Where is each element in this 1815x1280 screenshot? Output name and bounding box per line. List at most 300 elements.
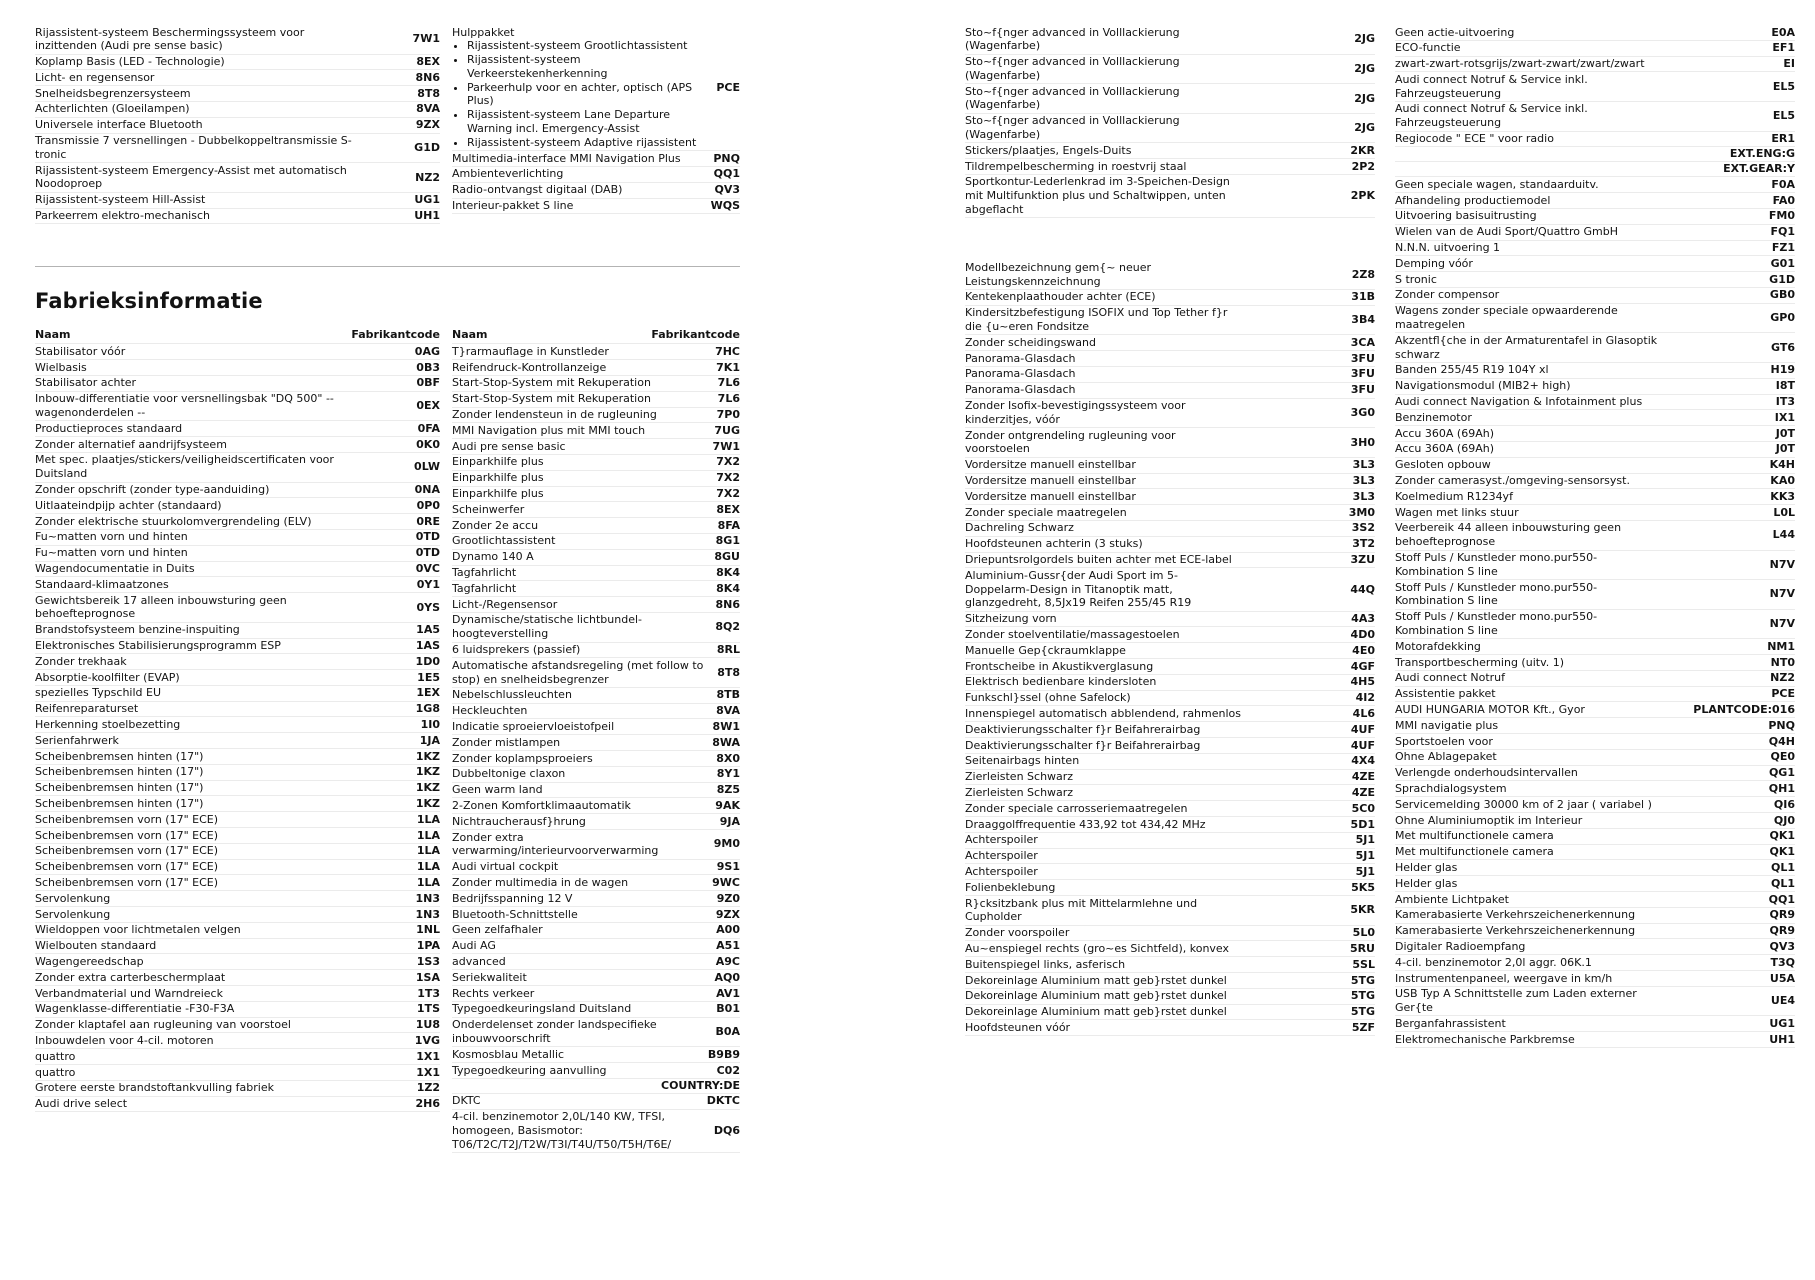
spec-name: Benzinemotor [1395, 410, 1472, 424]
spec-name: Dynamo 140 A [452, 550, 534, 564]
spec-code: N7V [1769, 617, 1795, 631]
spec-row [965, 114, 1375, 144]
spec-name [1395, 154, 1667, 155]
spec-code: 1KZ [415, 781, 440, 795]
spec-name: Au~enspiegel rechts (gro~es Sichtfeld), konvex [965, 941, 1230, 955]
spec-name: Zonder camerasyst./omgeving-sensorsyst. [1395, 474, 1630, 488]
spec-row [1395, 551, 1795, 581]
spec-row [965, 706, 1375, 722]
spec-row [1395, 781, 1795, 797]
spec-name: Vordersitze manuell einstellbar [965, 489, 1136, 503]
spec-code: 5TG [1350, 989, 1375, 1003]
spec-name: Bluetooth-Schnittstelle [452, 907, 578, 921]
spec-code: 1PA [416, 939, 440, 953]
spec-name: Scheibenbremsen vorn (17" ECE) [35, 860, 219, 874]
spec-code: 0FA [417, 421, 440, 435]
spec-row [965, 553, 1375, 569]
spec-row [965, 973, 1375, 989]
spec-row [965, 25, 1375, 55]
spec-name: Deaktivierungsschalter f}r Beifahrerairbag [965, 722, 1201, 736]
spec-code: L0L [1773, 505, 1795, 519]
spec-code: 4E0 [1352, 643, 1375, 657]
spec-name: Zonder speciale maatregelen [965, 505, 1127, 519]
spec-name: Zierleisten Schwarz [965, 770, 1074, 784]
spec-code: 0Y1 [416, 577, 440, 591]
spec-name: Zonder extra carterbeschermplaat [35, 970, 226, 984]
spec-name: Audi AG [452, 939, 496, 953]
spec-name: Sitzheizung vorn [965, 612, 1057, 626]
factory-col1-rows [35, 344, 440, 1112]
spec-code: 8W1 [712, 719, 740, 733]
spec-name: Digitaler Radioempfang [1395, 939, 1526, 953]
spec-row [35, 453, 440, 483]
spec-row [1395, 580, 1795, 610]
spec-code: 4I2 [1355, 691, 1375, 705]
spec-name: Einparkhilfe plus [452, 471, 544, 485]
spec-name: Hoofdsteunen achterin (3 stuks) [965, 537, 1143, 551]
spec-name: Audi drive select [35, 1097, 128, 1111]
bullet-item: • Rijassistent-systeem Adaptive rijassistent [467, 136, 704, 150]
spec-name: Sto~f{nger advanced in Volllackierung (Wagenfarbe) [965, 55, 1180, 82]
spec-name: Sto~f{nger advanced in Volllackierung (Wagenfarbe) [965, 84, 1180, 112]
spec-name: Hoofdsteunen vóór [965, 1020, 1071, 1034]
spec-name: Typegoedkeuringsland Duitsland [452, 1002, 632, 1016]
spec-row [965, 612, 1375, 628]
spec-row [452, 344, 740, 360]
spec-row [452, 199, 740, 215]
spec-row [35, 733, 440, 749]
spec-code: 0AG [414, 344, 440, 358]
spec-code: 7W1 [712, 439, 740, 453]
spec-code: 44Q [1350, 582, 1375, 596]
spec-code: UH1 [1769, 1032, 1795, 1046]
spec-code: 2JG [1354, 121, 1375, 135]
spec-row [452, 360, 740, 376]
spec-row [1395, 610, 1795, 640]
spec-code: UE4 [1770, 994, 1795, 1008]
spec-name: Rijassistent-systeem Emergency-Assist met automatisch Noodoproep [35, 163, 347, 191]
spec-row [35, 25, 440, 55]
spec-code: T3Q [1770, 955, 1795, 969]
spec-code: 3CA [1350, 335, 1375, 349]
spec-code: UG1 [414, 193, 440, 207]
spec-code: J0T [1775, 426, 1795, 440]
spec-row [1395, 333, 1795, 363]
spec-name: advanced [452, 954, 506, 968]
spec-name: Assistentie pakket [1395, 687, 1496, 701]
spec-name: Wagendocumentatie in Duits [35, 562, 195, 576]
spec-row [965, 260, 1375, 290]
spec-name: 2-Zonen Komfortklimaautomatik [452, 798, 631, 812]
right-column-1 [965, 25, 1375, 1036]
spec-row [965, 84, 1375, 114]
spec-name: Modellbezeichnung gem{~ neuer Leistungskennzeichnung [965, 260, 1152, 288]
spec-code: 1E5 [417, 670, 440, 684]
spec-code: 8FA [717, 518, 740, 532]
spec-code: 3FU [1350, 383, 1375, 397]
spec-row [1395, 1016, 1795, 1032]
spec-code: 3S2 [1351, 521, 1375, 535]
spec-name: Nichtraucherausf}hrung [452, 814, 586, 828]
spec-row [965, 722, 1375, 738]
spec-code: AQ0 [714, 970, 740, 984]
spec-code: 5L0 [1352, 926, 1375, 940]
spec-row [1395, 924, 1795, 940]
spec-row [1395, 41, 1795, 57]
spec-code: 0P0 [416, 498, 440, 512]
spec-name: Elektronisches Stabilisierungsprogramm ESP [35, 639, 281, 652]
spec-name: Helder glas [1395, 876, 1458, 890]
column-header [452, 327, 740, 344]
spec-code: EI [1783, 57, 1795, 71]
spec-code: B01 [716, 1002, 740, 1016]
spec-row [452, 566, 740, 582]
spec-code: 1TS [416, 1002, 440, 1016]
spec-row [965, 290, 1375, 306]
spec-name: Instrumentenpaneel, weergave in km/h [1395, 971, 1613, 985]
spec-name: Verlengde onderhoudsintervallen [1395, 766, 1578, 780]
spec-name: Panorama-Glasdach [965, 351, 1076, 365]
spec-row [965, 489, 1375, 505]
spec-name: Achterlichten (Gloeilampen) [35, 102, 190, 116]
spec-row [452, 751, 740, 767]
spec-code: QV3 [1769, 939, 1795, 953]
spec-name: Sto~f{nger advanced in Volllackierung (Wagenfarbe) [965, 114, 1180, 142]
spec-code: QR9 [1769, 924, 1795, 938]
spec-row [452, 597, 740, 613]
spec-code: 4H5 [1350, 675, 1375, 689]
spec-name: Hulppakket • Rijassistent-systeem Grootlichtassistent • Rijassistent-systeem Verkeerstekenherkenning • Parkeerhulp voor en achter, optisch (APS Plus) • Rijassistent-systeem Lane Departure Warning incl. Emergency-Assist • Rijassistent-systeem Adaptive rijassistent [452, 25, 710, 150]
spec-row [1395, 687, 1795, 703]
spec-code: 1LA [416, 828, 440, 842]
spec-row [965, 55, 1375, 85]
spec-name: Rijassistent-systeem Hill-Assist [35, 193, 206, 207]
spec-name: MMI Navigation plus mit MMI touch [452, 423, 646, 437]
spec-name: Scheibenbremsen hinten (17") [35, 749, 204, 763]
spec-code: 1JA [419, 733, 440, 747]
spec-row [1395, 860, 1795, 876]
spec-row [452, 923, 740, 939]
spec-code: 0YS [416, 600, 440, 614]
spec-name: Audi pre sense basic [452, 439, 566, 453]
spec-name: Wielbouten standaard [35, 939, 157, 953]
spec-code: 5D1 [1350, 817, 1375, 831]
spec-code: 9WC [712, 875, 740, 889]
spec-code: 9AK [715, 798, 740, 812]
spec-row [965, 896, 1375, 926]
spec-row [35, 670, 440, 686]
spec-row [965, 474, 1375, 490]
spec-code: 1G8 [415, 702, 440, 716]
spec-name: Stabilisator achter [35, 376, 137, 390]
spec-code: 8Q2 [715, 620, 740, 634]
spec-row [1395, 57, 1795, 73]
spec-row [35, 344, 440, 360]
spec-code: 5SL [1352, 957, 1375, 971]
spec-code: 8T8 [417, 86, 440, 100]
factory-col2-rows [452, 344, 740, 1153]
spec-name: Wieldoppen voor lichtmetalen velgen [35, 923, 241, 937]
spec-name: Herkenning stoelbezetting [35, 717, 181, 731]
spec-row [965, 521, 1375, 537]
spec-row [452, 471, 740, 487]
spec-name: Ohne Ablagepaket [1395, 750, 1497, 764]
spec-code: 0TD [415, 530, 440, 544]
spec-code: QV3 [714, 183, 740, 197]
spec-name: zwart-zwart-rotsgrijs/zwart-zwart/zwart/zwart [1395, 57, 1645, 71]
spec-code: 1X1 [416, 1049, 440, 1063]
spec-code: 0RE [416, 514, 440, 528]
spec-name: Sportkontur-Lederlenkrad im 3-Speichen-Design mit Multifunktion plus und Schaltwippen, unten abgeflacht [965, 175, 1230, 217]
spec-name: Panorama-Glasdach [965, 383, 1076, 397]
spec-code: G1D [414, 140, 440, 154]
spec-code: 1LA [416, 860, 440, 874]
spec-name: Dynamische/statische lichtbundel-hoogteverstelling [452, 613, 643, 641]
spec-code: 8GU [714, 550, 740, 564]
spec-code: PNQ [713, 151, 740, 165]
spec-code: 4D0 [1350, 627, 1375, 641]
spec-name: Ohne Aluminiumoptik im Interieur [1395, 813, 1583, 827]
spec-code: 5C0 [1351, 801, 1375, 815]
spec-code: EL5 [1772, 79, 1795, 93]
spec-code: 1Z2 [416, 1081, 440, 1095]
spec-code: N7V [1769, 557, 1795, 571]
spec-row [1395, 288, 1795, 304]
spec-row [452, 1110, 740, 1153]
spec-row [965, 351, 1375, 367]
spec-row [452, 1018, 740, 1048]
spec-row [1395, 193, 1795, 209]
spec-code: K4H [1769, 458, 1795, 472]
spec-code: GT6 [1771, 340, 1795, 354]
spec-code: 3T2 [1352, 537, 1375, 551]
spec-row [965, 691, 1375, 707]
spec-name: Met multifunctionele camera [1395, 829, 1554, 843]
spec-code: QH1 [1768, 781, 1795, 795]
spec-row [35, 118, 440, 134]
spec-name: Dekoreinlage Aluminium matt geb}rstet dunkel [965, 989, 1227, 1003]
spec-row [965, 143, 1375, 159]
spec-code: QK1 [1769, 845, 1795, 859]
spec-row [1395, 442, 1795, 458]
spec-row [35, 986, 440, 1002]
spec-name: Achterspoiler [965, 864, 1038, 878]
spec-row [35, 860, 440, 876]
spec-name: Inbouw-differentiatie voor versnellingsbak "DQ 500" -- wagenonderdelen -- [35, 392, 334, 420]
spec-code: QR9 [1769, 908, 1795, 922]
spec-name: 4-cil. benzinemotor 2,0L/140 KW, TFSI, homogeen, Basismotor: T06/T2C/T2J/T2W/T3I/T4U/T50/T5H/T6E/ [452, 1110, 672, 1151]
spec-code: 4GF [1350, 659, 1375, 673]
spec-row [35, 796, 440, 812]
spec-row [1395, 718, 1795, 734]
spec-code: 5K5 [1351, 880, 1375, 894]
spec-row [1395, 225, 1795, 241]
spec-name: Scheibenbremsen vorn (17" ECE) [35, 844, 219, 858]
spec-code: F0A [1771, 177, 1795, 191]
spec-name: Fu~matten vorn und hinten [35, 546, 188, 560]
spec-name: Transportbescherming (uitv. 1) [1395, 655, 1565, 669]
spec-name: Servicemelding 30000 km of 2 jaar ( variabel ) [1395, 797, 1652, 811]
spec-name: Sportstoelen voor [1395, 734, 1493, 748]
spec-code: EXT.GEAR:Y [1723, 162, 1795, 176]
spec-row [35, 970, 440, 986]
spec-row [965, 383, 1375, 399]
spec-code: QE0 [1770, 750, 1795, 764]
spec-name: USB Typ A Schnittstelle zum Laden externer Ger{te [1395, 987, 1637, 1015]
spec-code: UH1 [414, 209, 440, 223]
spec-code: NT0 [1770, 655, 1795, 669]
spec-code: U5A [1769, 971, 1795, 985]
spec-code: 9ZX [415, 118, 440, 132]
spec-row [965, 505, 1375, 521]
spec-name: Buitenspiegel links, asferisch [965, 957, 1126, 971]
spec-name: Universele interface Bluetooth [35, 118, 203, 132]
spec-row [1395, 177, 1795, 193]
spec-row [35, 392, 440, 422]
spec-row [1395, 132, 1795, 148]
spec-code: QK1 [1769, 829, 1795, 843]
spec-name: Zonder klaptafel aan rugleuning van voorstoel [35, 1018, 291, 1032]
spec-name: Zonder opschrift (zonder type-aanduiding) [35, 483, 270, 497]
spec-row [452, 704, 740, 720]
spec-row [35, 781, 440, 797]
spec-code: J0T [1775, 442, 1795, 456]
spec-row [1395, 102, 1795, 132]
header-code-label: Fabrikantcode [651, 328, 740, 342]
spec-row [35, 421, 440, 437]
spec-name: Kosmosblau Metallic [452, 1047, 565, 1061]
spec-code: QQ1 [713, 167, 740, 181]
spec-name: Zonder lendensteun in de rugleuning [452, 408, 657, 422]
spec-code: 7K1 [716, 360, 740, 374]
spec-row [1395, 892, 1795, 908]
spec-name: Elektrisch bedienbare kindersloten [965, 675, 1157, 689]
spec-code: E0A [1771, 25, 1795, 39]
spec-code: EXT.ENG:G [1729, 147, 1795, 161]
spec-code: UG1 [1769, 1016, 1795, 1030]
spec-name [1395, 169, 1667, 170]
spec-row [35, 163, 440, 193]
spec-row [452, 688, 740, 704]
spec-name: Wagenklasse-differentiatie -F30-F3A [35, 1002, 235, 1016]
spec-name: Achterspoiler [965, 849, 1038, 863]
spec-row [1395, 209, 1795, 225]
spec-code: 0K0 [416, 437, 440, 451]
spec-row [1395, 813, 1795, 829]
spec-name: Ambienteverlichting [452, 167, 564, 181]
spec-code: 5J1 [1355, 849, 1375, 863]
spec-code: COUNTRY:DE [661, 1078, 740, 1092]
spec-name: Panorama-Glasdach [965, 367, 1076, 381]
spec-name: Indicatie sproeiervloeistofpeil [452, 719, 615, 733]
spec-row [452, 814, 740, 830]
spec-code: G01 [1770, 256, 1795, 270]
spec-row [452, 860, 740, 876]
spec-row [965, 941, 1375, 957]
spec-row [1395, 256, 1795, 272]
spec-name: quattro [35, 1065, 76, 1079]
spec-row [35, 686, 440, 702]
spec-name: 4-cil. benzinemotor 2,0l aggr. 06K.1 [1395, 955, 1592, 969]
spec-row [1395, 304, 1795, 334]
spec-code: 3L3 [1352, 474, 1375, 488]
spec-name: Sprachdialogsystem [1395, 781, 1507, 795]
spec-name: Regiocode " ECE " voor radio [1395, 132, 1554, 146]
spec-name: Wagengereedschap [35, 954, 144, 968]
spec-code: 3FU [1350, 367, 1375, 381]
spec-row [35, 514, 440, 530]
spec-code: 3G0 [1350, 405, 1375, 419]
spec-name: Stabilisator vóór [35, 344, 126, 358]
spec-row [35, 86, 440, 102]
spec-name: Zonder compensor [1395, 288, 1500, 302]
spec-name: Geen warm land [452, 783, 543, 797]
right-col1-top-rows [965, 25, 1375, 218]
spec-code: 2JG [1354, 91, 1375, 105]
spec-code: FQ1 [1770, 225, 1795, 239]
spec-name: Vordersitze manuell einstellbar [965, 458, 1136, 472]
spec-code: 2P2 [1351, 159, 1375, 173]
spec-name: Kindersitzbefestigung ISOFIX und Top Tether f}r die {u~eren Fondsitze [965, 306, 1228, 334]
right-column-2 [1395, 25, 1795, 1048]
spec-code: 7P0 [716, 408, 740, 422]
spec-code: 1T3 [417, 986, 440, 1000]
spec-name: Grootlichtassistent [452, 534, 556, 548]
spec-name: Kentekenplaathouder achter (ECE) [965, 290, 1156, 304]
spec-name: Einparkhilfe plus [452, 487, 544, 501]
spec-row [35, 360, 440, 376]
spec-row [1395, 876, 1795, 892]
spec-row [452, 534, 740, 550]
spec-code: 0LW [414, 460, 440, 474]
spec-code: 2Z8 [1351, 267, 1375, 281]
spec-row [452, 767, 740, 783]
spec-name: Audi connect Notruf & Service inkl. Fahrzeugsteuerung [1395, 102, 1588, 130]
spec-name: Accu 360A (69Ah) [1395, 442, 1494, 456]
spec-row [452, 151, 740, 167]
right-columns [965, 25, 1795, 1048]
spec-code: GB0 [1769, 288, 1795, 302]
spec-code: QL1 [1770, 876, 1795, 890]
spec-row [1395, 955, 1795, 971]
spec-row [965, 864, 1375, 880]
spec-row [35, 577, 440, 593]
spec-code: 3B4 [1351, 313, 1375, 327]
spec-row [965, 335, 1375, 351]
spec-name: Typegoedkeuring aanvulling [452, 1063, 607, 1077]
spec-row [452, 1063, 740, 1079]
column-gap [965, 218, 1375, 260]
spec-row [35, 70, 440, 86]
spec-row [35, 717, 440, 733]
spec-row [1395, 25, 1795, 41]
spec-row [35, 55, 440, 71]
spec-name: Uitlaateindpijp achter (standaard) [35, 498, 222, 512]
spec-row [965, 801, 1375, 817]
spec-name: Zonder alternatief aandrijfsysteem [35, 437, 227, 451]
spec-code: 8Z5 [716, 783, 740, 797]
spec-row [452, 613, 740, 643]
spec-code: 0NA [414, 483, 440, 497]
spec-code: PCE [716, 80, 740, 94]
spec-name: S tronic [1395, 272, 1437, 286]
spec-code: 8K4 [716, 566, 740, 580]
spec-row [35, 1002, 440, 1018]
spec-row [35, 134, 440, 164]
spec-code: 2PK [1350, 189, 1375, 203]
spec-row [452, 783, 740, 799]
spec-row [965, 785, 1375, 801]
